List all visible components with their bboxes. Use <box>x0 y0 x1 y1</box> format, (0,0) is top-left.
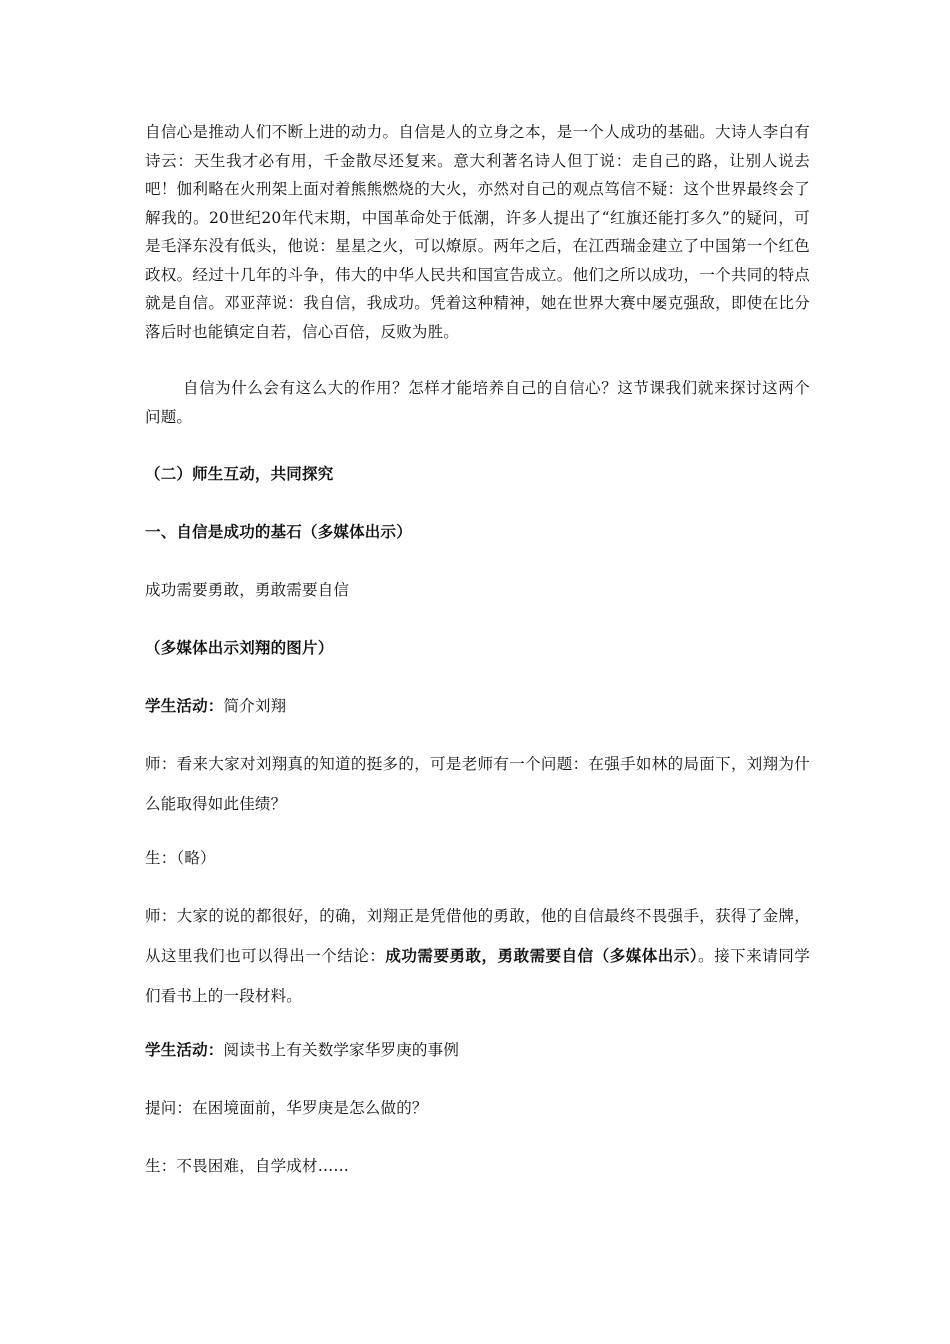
teacher-question-2: 提问：在困境面前，华罗庚是怎么做的？ <box>145 1099 428 1117</box>
student-activity-text: 简介刘翔 <box>223 697 287 715</box>
document-body <box>145 118 810 1204</box>
student-reply-1: 生：（略） <box>145 849 216 867</box>
intro-paragraph: 自信心是推动人们不断上进的动力。自信是人的立身之本，是一个人成功的基础。大诗人李白有诗云：天生我才必有用，千金散尽还复来。意大利著名诗人但丁说：走自己的路，让别人说去吧！伽利略在火刑架上面对着熊熊燃烧的大火，亦然对自己的观点笃信不疑：这个世界最终会了解我的。20世纪20年代末期，中国革命处于低潮，许多人提出了“红旗还能打多久”的疑问，可是毛泽东没有低头，他说：星星之火，可以燎原。两年之后，在江西瑞金建立了中国第一个红色政权。经过十几年的斗争，伟大的中华人民共和国宣告成立。他们之所以成功，一个共同的特点就是自信。邓亚萍说：我自信，我成功。凭着这种精神，她在世界大赛中屡克强敌，即使在比分落后时也能镇定自若，信心百倍，反败为胜。 <box>145 123 810 341</box>
student-activity-label: 学生活动： <box>145 1040 224 1059</box>
student-activity-1 <box>145 686 810 726</box>
thesis-line: 成功需要勇敢，勇敢需要自信 <box>145 581 350 599</box>
teacher-conclusion-bold: 成功需要勇敢，勇敢需要自信（多媒体出示） <box>385 946 699 965</box>
section-heading: （二）师生互动，共同探究 <box>145 464 334 483</box>
student-activity-text: 阅读书上有关数学家华罗庚的事例 <box>223 1041 460 1059</box>
teacher-conclusion <box>145 896 810 1016</box>
student-activity-2 <box>145 1030 810 1070</box>
teacher-conclusion-text: 师：大家的说的都很好，的确，刘翔正是凭借他的勇敢，他的自信最终不畏强手，获得了金牌，从这里我们也可以得出一个结论： <box>145 907 810 965</box>
student-activity-label: 学生活动： <box>145 696 224 715</box>
media-note: （多媒体出示刘翔的图片） <box>145 638 334 657</box>
intro-question-paragraph: 自信为什么会有这么大的作用？怎样才能培养自己的自信心？这节课我们就来探讨这两个问题。 <box>145 379 810 426</box>
teacher-conclusion-tail: 。接下来请同学们看书上的一段材料。 <box>145 947 810 1005</box>
student-reply-2: 生：不畏困难，自学成材…… <box>145 1157 350 1175</box>
teacher-question-1: 师：看来大家对刘翔真的知道的挺多的，可是老师有一个问题：在强手如林的局面下，刘翔为什么能取得如此佳绩？ <box>145 755 810 813</box>
subsection-heading: 一、自信是成功的基石（多媒体出示） <box>145 522 412 541</box>
